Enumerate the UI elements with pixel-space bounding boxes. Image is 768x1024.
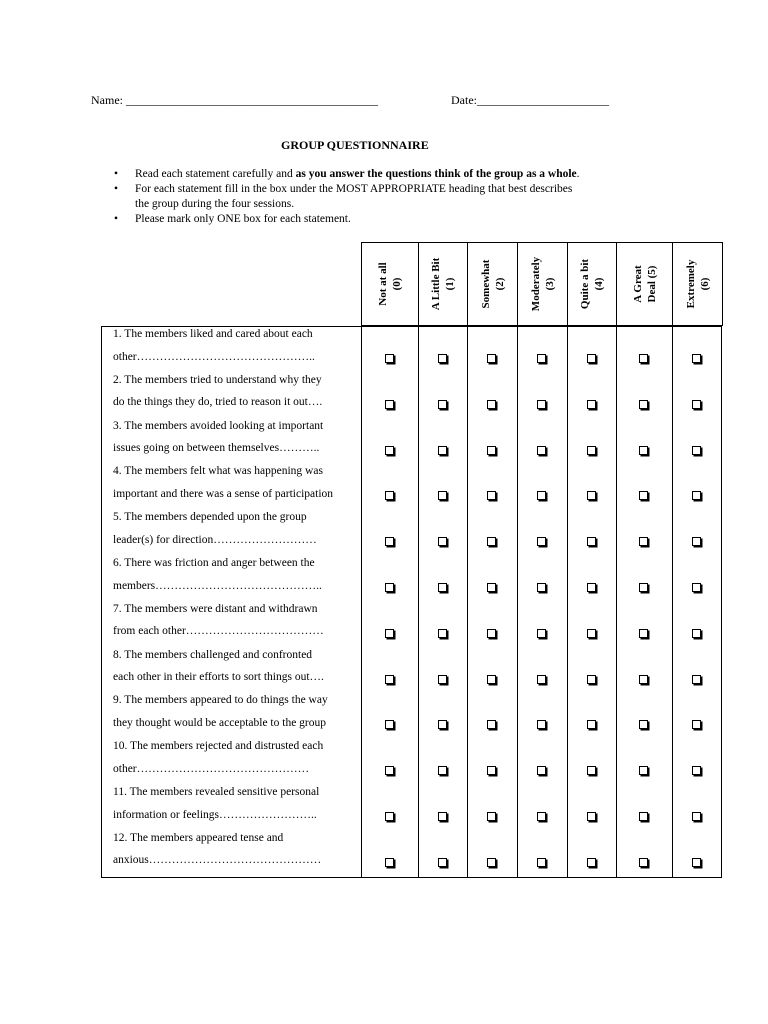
column-label: Not at all (377, 262, 389, 306)
rating-checkbox[interactable] (692, 491, 701, 500)
rating-checkbox[interactable] (537, 537, 546, 546)
rating-checkbox[interactable] (385, 766, 394, 775)
rating-checkbox[interactable] (537, 629, 546, 638)
rating-checkbox[interactable] (587, 858, 596, 867)
statement-text-line2: each other in their efforts to sort things out…. (113, 671, 324, 684)
rating-checkbox[interactable] (487, 766, 496, 775)
column-score: (2) (493, 277, 506, 291)
rating-checkbox[interactable] (537, 675, 546, 684)
rating-checkbox[interactable] (587, 583, 596, 592)
rating-checkbox[interactable] (487, 629, 496, 638)
column-label: Quite a bit (579, 258, 591, 310)
rating-checkbox[interactable] (385, 629, 394, 638)
rating-checkbox[interactable] (385, 858, 394, 867)
rating-checkbox[interactable] (587, 446, 596, 455)
statement-text-line2: leader(s) for direction……………………… (113, 533, 317, 546)
rating-checkbox[interactable] (438, 446, 447, 455)
rating-checkbox[interactable] (692, 354, 701, 363)
rating-checkbox[interactable] (385, 675, 394, 684)
column-header-text (429, 258, 457, 311)
column-score: (1) (444, 277, 456, 291)
rating-checkbox[interactable] (438, 858, 447, 867)
statement-text-line2: do the things they do, tried to reason it out…. (113, 396, 323, 409)
statement-text-line2: other……………………………………… (113, 762, 310, 775)
rating-checkbox[interactable] (438, 537, 447, 546)
rating-checkbox[interactable] (692, 583, 701, 592)
rating-checkbox[interactable] (438, 629, 447, 638)
rating-checkbox[interactable] (692, 400, 701, 409)
rating-checkbox[interactable] (692, 629, 701, 638)
rating-checkbox[interactable] (537, 446, 546, 455)
statement-text-line1: 10. The members rejected and distrusted each (113, 740, 324, 753)
column-label: Somewhat (479, 259, 492, 309)
rating-checkbox[interactable] (537, 766, 546, 775)
rating-checkbox[interactable] (537, 720, 546, 729)
statement-text-line1: 12. The members appeared tense and (113, 831, 284, 844)
rating-checkbox[interactable] (692, 720, 701, 729)
column-score: (0) (391, 277, 403, 291)
column-header-text (479, 260, 507, 309)
rating-checkbox[interactable] (587, 629, 596, 638)
rating-checkbox[interactable] (487, 583, 496, 592)
rating-checkbox[interactable] (487, 400, 496, 409)
statement-text-line1: 11. The members revealed sensitive personal (113, 786, 320, 798)
column-header-2 (467, 242, 517, 326)
rating-checkbox[interactable] (692, 675, 701, 684)
rating-checkbox[interactable] (587, 720, 596, 729)
statement-text-line1: 6. There was friction and anger between the (113, 557, 315, 569)
column-divider (616, 326, 617, 878)
column-divider (361, 326, 362, 878)
rating-checkbox[interactable] (438, 675, 447, 684)
statement-text-line1: 8. The members challenged and confronted (113, 648, 313, 661)
rating-checkbox[interactable] (587, 491, 596, 500)
column-header-3 (517, 242, 567, 326)
rating-checkbox[interactable] (537, 354, 546, 363)
statement-text-line1: 3. The members avoided looking at important (113, 419, 324, 432)
rating-checkbox[interactable] (639, 583, 648, 592)
rating-checkbox[interactable] (639, 446, 648, 455)
statement-text-line1: 2. The members tried to understand why they (113, 373, 322, 386)
rating-checkbox[interactable] (438, 354, 447, 363)
column-header-1 (418, 242, 467, 326)
rating-checkbox[interactable] (587, 766, 596, 775)
rating-checkbox[interactable] (385, 400, 394, 409)
rating-checkbox[interactable] (639, 400, 648, 409)
column-divider (418, 326, 419, 878)
column-divider (567, 326, 568, 878)
rating-checkbox[interactable] (587, 675, 596, 684)
rating-checkbox[interactable] (692, 446, 701, 455)
rating-checkbox[interactable] (692, 858, 701, 867)
rating-checkbox[interactable] (639, 858, 648, 867)
column-divider (517, 326, 518, 878)
rating-checkbox[interactable] (487, 812, 496, 821)
rating-checkbox[interactable] (639, 720, 648, 729)
instruction-item: • Read each statement carefully and as you answer the questions think of the group as a whole. (114, 168, 580, 180)
statement-text-line2: important and there was a sense of participation (113, 487, 334, 500)
statement-text-line2: issues going on between themselves……….. (113, 442, 320, 455)
rating-checkbox[interactable] (537, 400, 546, 409)
rating-checkbox[interactable] (385, 491, 394, 500)
rating-checkbox[interactable] (587, 537, 596, 546)
statement-text-line1: 4. The members felt what was happening was (113, 465, 323, 478)
column-label: Moderately (529, 256, 542, 312)
rating-checkbox[interactable] (385, 354, 394, 363)
rating-checkbox[interactable] (487, 720, 496, 729)
column-header-text (529, 257, 557, 311)
column-score: (4) (593, 277, 605, 291)
rating-checkbox[interactable] (639, 766, 648, 775)
rating-checkbox[interactable] (639, 812, 648, 821)
rating-checkbox[interactable] (639, 354, 648, 363)
rating-checkbox[interactable] (639, 537, 648, 546)
statement-text-line2: information or feelings…………………….. (113, 808, 317, 821)
column-label: Extremely (684, 259, 697, 309)
column-divider (672, 326, 673, 878)
rating-checkbox[interactable] (537, 858, 546, 867)
column-label: A Great (631, 265, 644, 303)
name-field-label[interactable]: Name: __________________________________________ (91, 93, 378, 107)
rating-checkbox[interactable] (487, 491, 496, 500)
rating-checkbox[interactable] (639, 675, 648, 684)
statement-text-line2: from each other……………………………… (113, 625, 324, 638)
column-header-text (631, 265, 659, 302)
rating-checkbox[interactable] (587, 400, 596, 409)
rating-checkbox[interactable] (587, 812, 596, 821)
column-divider (467, 326, 468, 878)
rating-checkbox[interactable] (487, 354, 496, 363)
rating-checkbox[interactable] (438, 766, 447, 775)
rating-checkbox[interactable] (385, 720, 394, 729)
rating-checkbox[interactable] (487, 537, 496, 546)
rating-checkbox[interactable] (692, 537, 701, 546)
rating-checkbox[interactable] (438, 720, 447, 729)
rating-checkbox[interactable] (639, 629, 648, 638)
statement-text-line2: anxious……………………………………… (113, 854, 322, 867)
statement-text-line1: 1. The members liked and cared about each (113, 328, 313, 340)
rating-checkbox[interactable] (385, 446, 394, 455)
column-header-text (578, 259, 606, 309)
rating-checkbox[interactable] (385, 537, 394, 546)
rating-checkbox[interactable] (587, 354, 596, 363)
column-header-text (376, 262, 404, 305)
statement-text-line2: members…………………………………….. (113, 579, 322, 592)
statement-text-line1: 9. The members appeared to do things the way (113, 694, 328, 707)
column-label: A Little Bit (430, 257, 442, 311)
column-header-4 (567, 242, 616, 326)
statement-text-line2: other……………………………………….. (113, 350, 315, 363)
rating-checkbox[interactable] (537, 812, 546, 821)
instruction-item: • Please mark only ONE box for each statement. (114, 213, 351, 225)
instructions-list (114, 167, 654, 227)
column-header-6 (672, 242, 723, 326)
rating-checkbox[interactable] (385, 812, 394, 821)
date-field-label[interactable]: Date:______________________ (451, 93, 609, 107)
column-score: Deal (5) (645, 265, 658, 303)
rating-checkbox[interactable] (438, 583, 447, 592)
column-header-0 (361, 242, 418, 326)
rating-checkbox[interactable] (487, 858, 496, 867)
rating-checkbox[interactable] (692, 766, 701, 775)
rating-checkbox[interactable] (438, 491, 447, 500)
column-header-5 (616, 242, 672, 326)
statement-text-line2: they thought would be acceptable to the group (113, 716, 327, 729)
statement-text-line1: 5. The members depended upon the group (113, 511, 307, 524)
rating-checkbox[interactable] (692, 812, 701, 821)
rating-checkbox[interactable] (438, 812, 447, 821)
column-header-text (684, 260, 712, 309)
rating-checkbox[interactable] (487, 675, 496, 684)
rating-checkbox[interactable] (385, 583, 394, 592)
page-title: GROUP QUESTIONNAIRE (281, 138, 429, 152)
instruction-item: • For each statement fill in the box under the MOST APPROPRIATE heading that best describes the group during the four sessions. (114, 183, 573, 210)
column-score: (6) (698, 277, 711, 291)
rating-checkbox[interactable] (438, 400, 447, 409)
rating-checkbox[interactable] (537, 491, 546, 500)
rating-checkbox[interactable] (639, 491, 648, 500)
rating-checkbox[interactable] (537, 583, 546, 592)
rating-checkbox[interactable] (487, 446, 496, 455)
column-score: (3) (543, 277, 556, 291)
statement-text-line1: 7. The members were distant and withdrawn (113, 602, 318, 615)
